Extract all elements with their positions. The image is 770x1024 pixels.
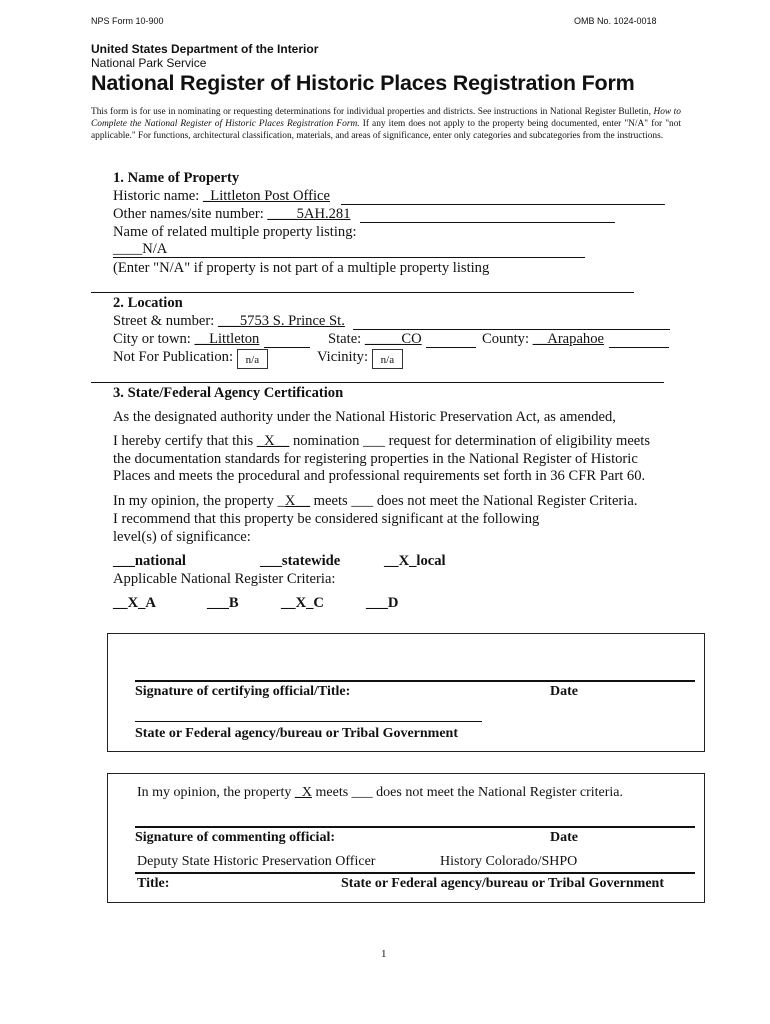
county-label: County:: [482, 331, 533, 347]
official-title-value[interactable]: Deputy State Historic Preservation Officer: [137, 854, 376, 869]
level-national[interactable]: ___national: [113, 553, 186, 569]
na-note: (Enter "N/A" if property is not part of a multiple property listing: [113, 260, 490, 276]
street-fill-line: [353, 329, 670, 330]
criterion-b[interactable]: ___B: [207, 595, 239, 611]
certifying-signature-label: Signature of certifying official/Title:: [135, 684, 351, 699]
commenting-signature-label: Signature of commenting official:: [135, 830, 335, 845]
other-names-label: Other names/site number:: [113, 206, 268, 222]
city-label: City or town:: [113, 331, 195, 347]
level-local[interactable]: __X_local: [384, 553, 446, 569]
commenting-meets-mark[interactable]: _X: [294, 785, 312, 800]
authority-text: As the designated authority under the National Historic Preservation Act, as amended,: [113, 409, 616, 425]
agency-line[interactable]: [135, 721, 482, 722]
official-agency-value[interactable]: History Colorado/SHPO: [440, 854, 578, 869]
meets-mark[interactable]: X__: [284, 493, 310, 509]
criteria-label: Applicable National Register Criteria:: [113, 571, 336, 587]
recommend-line-2: level(s) of significance:: [113, 529, 251, 545]
state-fill-line: [426, 347, 476, 348]
state-row: [328, 331, 422, 348]
street-label: Street & number:: [113, 313, 218, 329]
commenting-opinion-line: [137, 785, 623, 801]
signature-line[interactable]: [135, 680, 695, 682]
vicinity-row: [317, 349, 403, 369]
service-name: National Park Service: [91, 56, 207, 70]
vicinity-box[interactable]: n/a: [372, 349, 403, 369]
county-row: [482, 331, 604, 348]
certifying-date-label: Date: [550, 684, 578, 699]
commenting-date-label: Date: [550, 830, 578, 845]
section-divider: [91, 292, 634, 293]
state-value[interactable]: _____CO: [364, 331, 422, 347]
title-line: [135, 872, 695, 874]
intro-part1: This form is for use in nominating or requesting determinations for individual properties and districts. See instructions in National Register Bulletin,: [91, 107, 654, 117]
signature-line[interactable]: [135, 826, 695, 828]
commenting-agency-label: State or Federal agency/bureau or Tribal Government: [341, 876, 665, 891]
city-row: [113, 331, 259, 348]
intro-text: [91, 106, 681, 142]
other-names-row: [113, 206, 351, 223]
certify-line-1: [113, 433, 650, 450]
county-fill-line: [609, 347, 669, 348]
historic-name-value[interactable]: _Littleton Post Office: [202, 188, 330, 204]
opinion-text: meets ___ does not meet the National Register Criteria.: [310, 493, 638, 509]
city-fill-line: [264, 347, 310, 348]
historic-name-row: [113, 188, 330, 205]
section-divider: [91, 382, 664, 383]
intro-part2: If any item does not apply to the property being documented, enter "N/A" for "not applicable." For functions, architectural classification, materials, and areas of significance, enter only categories and subcategories from the instructions.: [91, 119, 682, 141]
certify-line-2: the documentation standards for registering properties in the National Register of Historic: [113, 451, 638, 467]
criterion-d[interactable]: ___D: [366, 595, 399, 611]
related-listing-value[interactable]: ____N/A: [113, 241, 168, 257]
opinion-line: [113, 493, 637, 510]
historic-name-label: Historic name:: [113, 188, 203, 204]
opinion-text: meets ___ does not meet the National Register criteria.: [312, 785, 624, 800]
intro-bulletin: How to Complete the National Register of Historic Places Registration Form.: [91, 107, 681, 129]
not-for-publication-box[interactable]: n/a: [237, 349, 268, 369]
street-value[interactable]: ___5753 S. Prince St.: [217, 313, 345, 329]
opinion-text: In my opinion, the property _: [113, 493, 285, 509]
not-for-publication-label: Not For Publication:: [113, 349, 233, 365]
related-listing-label: Name of related multiple property listing:: [113, 224, 357, 240]
county-value[interactable]: __Arapahoe: [532, 331, 605, 347]
state-label: State:: [328, 331, 365, 347]
related-listing-line: [113, 257, 585, 258]
section2-heading: 2. Location: [113, 295, 183, 311]
not-for-publication-row: [113, 349, 268, 369]
historic-name-fill-line: [341, 204, 665, 205]
certify-line-3: Places and meets the procedural and professional requirements set forth in 36 CFR Part 60.: [113, 468, 646, 484]
street-row: [113, 313, 345, 330]
form-number: NPS Form 10-900: [91, 16, 164, 26]
certify-text: I hereby certify that this: [113, 433, 257, 449]
level-statewide[interactable]: ___statewide: [260, 553, 341, 569]
criterion-c[interactable]: __X_C: [281, 595, 324, 611]
vicinity-label: Vicinity:: [317, 349, 369, 365]
city-value[interactable]: __Littleton: [194, 331, 260, 347]
opinion-text: In my opinion, the property: [137, 785, 295, 800]
department-name: United States Department of the Interior: [91, 42, 319, 56]
page-number: 1: [381, 948, 387, 960]
nomination-mark[interactable]: _X__: [256, 433, 290, 449]
certifying-agency-label: State or Federal agency/bureau or Tribal Government: [135, 726, 459, 741]
recommend-line-1: I recommend that this property be considered significant at the following: [113, 511, 540, 527]
other-names-fill-line: [360, 222, 615, 223]
omb-number: OMB No. 1024-0018: [574, 16, 657, 26]
title-label: Title:: [137, 876, 170, 891]
other-names-value[interactable]: ____5AH.281: [267, 206, 351, 222]
page-title: National Register of Historic Places Registration Form: [91, 71, 635, 95]
criterion-a[interactable]: __X_A: [113, 595, 156, 611]
section1-heading: 1. Name of Property: [113, 170, 240, 186]
section3-heading: 3. State/Federal Agency Certification: [113, 385, 344, 401]
certify-text: nomination ___ request for determination of eligibility meets: [289, 433, 651, 449]
